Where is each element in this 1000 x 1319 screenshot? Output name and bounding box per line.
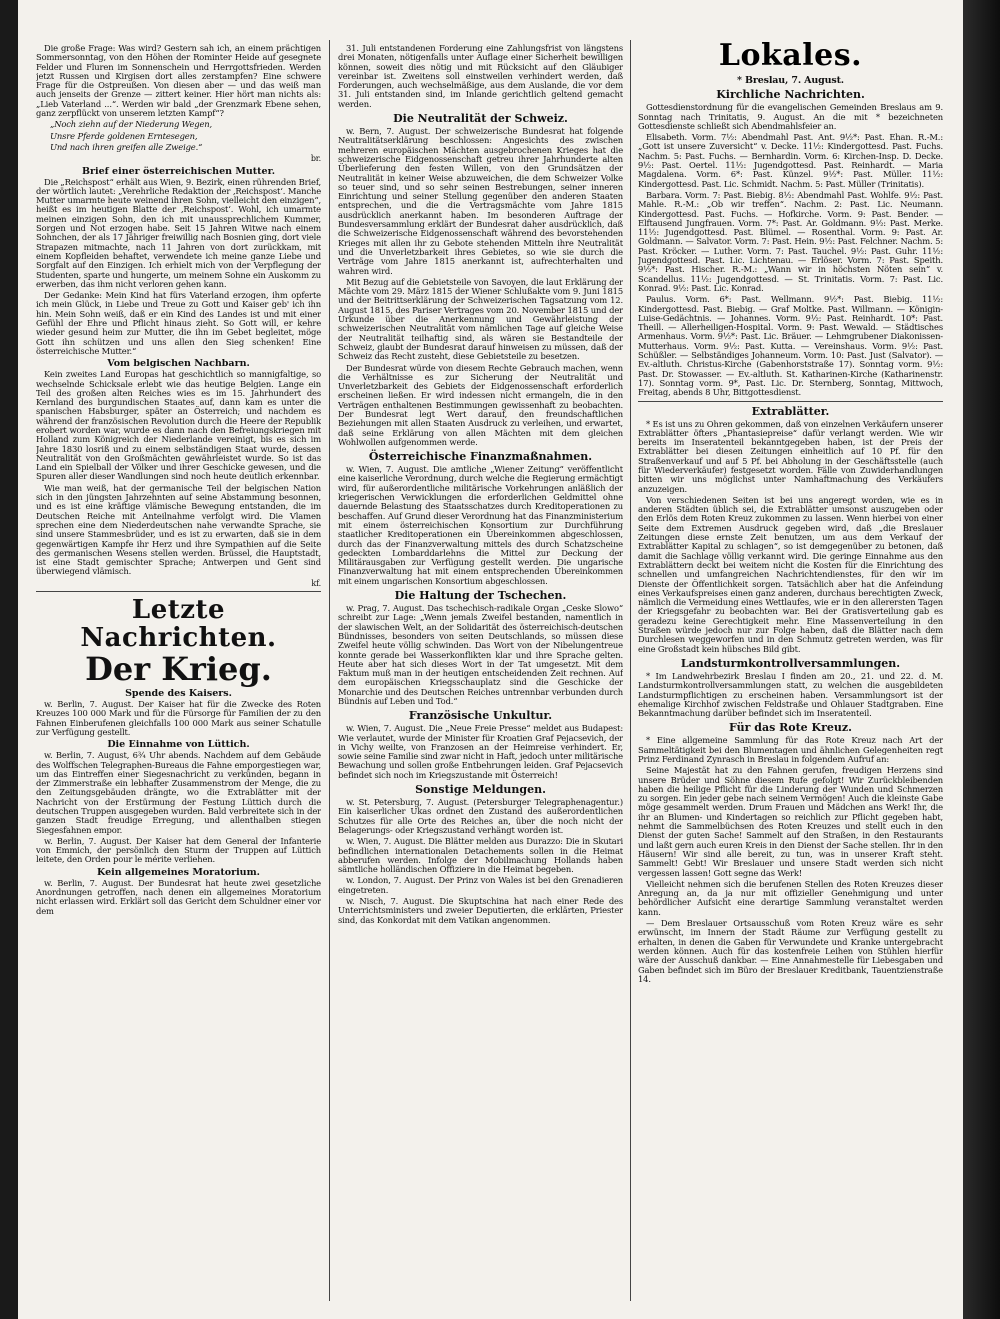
article-paragraph: * Eine allgemeine Sammlung für das Rote Kreuz nach Art der Sammeltätigkeit bei den Blumentagen und ähnlichen Gelegenheiten regt Prinz Ferdinand Zynrasch in Breslau in folgendem Aufruf an:	[638, 735, 943, 764]
article-heading: Extrablätter.	[751, 404, 830, 418]
section-rule	[638, 401, 943, 402]
article-heading: Die Neutralität der Schweiz.	[393, 112, 568, 126]
article-heading: Landsturmkontrollversammlungen.	[680, 656, 901, 670]
article-paragraph: Seine Majestät hat zu den Fahnen gerufen, freudigen Herzens sind unsere Brüder und Söhne diesem Rufe gefolgt! Wir Zurückbleibenden haben die heilige Pflicht für die Linderung der Wunden und Schmerzen zu sorgen. Ein jeder gebe nach seinem Vermögen! Auch die kleinste Gabe möge gesammelt werden. Drum Frauen und Mädchen ans Werk! Ihr, die ihr an Blumen- und Kindertagen so reichlich zur Pflicht gegeben habt, nehmt die Sammelbüchsen des Roten Kreuzes und stellt euch in den Dienst der guten Sache! Sammelt auf den Straßen, in den Restaurants und laßt gern auch euren Kreis in den Dienst der Sache stellen. Ihr in den Häusern! Wir sind alle bereit, zu tun, was in unserer Kraft steht. Sammelt! Gebt! Wir Breslauer und unsere Stadt werden sich nicht vergessen lassen! Gott segne das Werk!	[638, 765, 943, 878]
article-paragraph: * Es ist uns zu Ohren gekommen, daß von einzelnen Verkäufern unserer Extrablätter öfters „Phantasiepreise“ dafür verlangt werden. Wie wir bereits im Inseratenteil bekanntgegeben haben, ist der Preis der Extrablätter bei diesen Zeitungen einheitlich auf 10 Pf. für den Straßenverkauf und auf 5 Pf. bei Abholung in der Geschäftsstelle (auch für Wiederverkäufer) festgesetzt worden. Fälle von Zuwiderhandlungen bitten wir uns möglichst unter Namhaftmachung des Verkäufers anzuzeigen.	[638, 418, 943, 494]
section-rule	[36, 591, 321, 592]
article-heading: Kein allgemeines Moratorium.	[97, 866, 260, 878]
article-paragraph: Kein zweites Land Europas hat geschichtlich so mannigfaltige, so wechselnde Schicksale erlebt wie das heutige Belgien. Lange ein Teil des großen alten Reiches wies es im 15. Jahrhundert des Kernland des burgundischen Staates auf, dann kam es unter die spanischen Habsburger, später an Österreich; und nachdem es während der französischen Revolution durch die Heere der Republik erobert worden war, wurde es dann nach den Befreiungskriegen mit Holland zum Königreich der Niederlande vereinigt, bis es sich im Jahre 1830 losriß und zu einem selbständigen Staat wurde, dessen Neutralität von den Großmächten gewährleistet wurde. So ist das Land ein Spielball der Völker und ihrer Geschicke gewesen, und die Spuren aller dieser Wandlungen sind noch heute deutlich erkennbar.	[36, 369, 321, 482]
article-paragraph: Mit Bezug auf die Gebietsteile von Savoyen, die laut Erklärung der Mächte vom 29. März 1815 der Wiener Schlußakte vom 9. Juni 1815 und der Beitrittserklärung der Schweizerischen Tagsatzung vom 12. August 1815, des Pariser Vertrages vom 20. November 1815 und der Urkunde über die Anerkennung und Gewährleistung der schweizerischen Neutralität vom nämlichen Tage auf gleiche Weise der Neutralität teilhaftig sind, als wären sie Bestandteile der Schweiz, glaubt der Bundesrat darauf hinweisen zu müssen, daß der Schweiz das Recht zusteht, diese Gebietsteile zu besetzen.	[338, 276, 623, 362]
article-paragraph: Vielleicht nehmen sich die berufenen Stellen des Roten Kreuzes dieser Anregung an, da ja nur mit offizieller Genehmigung und unter behördlicher Aufsicht eine derartige Sammlung veranstaltet werden kann.	[638, 878, 943, 917]
article-paragraph: w. St. Petersburg, 7. August. (Petersburger Telegraphenagentur.) Ein kaiserlicher Ukas ordnet den Zustand des außerordentlichen Schutzes für alle Orte des Reiches an, über die noch nicht der Belagerungs- oder Kriegszustand verhängt worden ist.	[338, 797, 623, 835]
article-paragraph: w. Berlin, 7. August. Der Kaiser hat dem General der Infanterie von Emmich, der persönlich den Sturm der Truppen auf Lüttich leitete, den Orden pour le mérite verliehen.	[36, 835, 321, 865]
article-paragraph: * Im Landwehrbezirk Breslau I finden am 20., 21. und 22. d. M. Landsturmkontrollversammlungen statt, zu welchen die ausgebildeten Landsturmpflichtigen zu erscheinen haben. Versammlungsort ist der ehemalige Kirchhof zwischen Feldstraße und Ohlauer Stadtgraben. Eine Bekanntmachung darüber befindet sich im Inseratenteil.	[638, 670, 943, 719]
column-rule	[329, 40, 330, 1301]
article-paragraph: — Dem Breslauer Ortsausschuß vom Roten Kreuz wäre es sehr erwünscht, im Innern der Stadt Räume zur Verfügung gestellt zu erhalten, in denen die Gaben für Verwundete und Kranke untergebracht werden können. Auch für das kostenfreie Leihen von Stühlen hierfür wäre der Ausschuß dankbar. — Eine Annahmestelle für Liebesgaben und Gaben befindet sich im Büro der Breslauer Kreditbank, Tauentzienstraße 14.	[638, 918, 943, 984]
article-heading: Österreichische Finanzmaßnahmen.	[368, 450, 593, 464]
author-signature: br.	[310, 154, 321, 164]
article-paragraph: w. Berlin, 7. August. Der Kaiser hat für die Zwecke des Roten Kreuzes 100 000 Mark und für die Fürsorge für Familien der zu den Fahnen Einberufenen gleichfalls 100 000 Mark aus seiner Schatulle zur Verfügung gestellt.	[36, 699, 321, 737]
author-signature: kf.	[311, 578, 321, 588]
article-heading: Für das Rote Kreuz.	[729, 721, 852, 735]
book-spine	[963, 0, 1000, 1319]
article-paragraph: w. Bern, 7. August. Der schweizerische Bundesrat hat folgende Neutralitätserklärung beschlossen: Angesichts des zwischen mehreren europäischen Mächten ausgebrochenen Krieges hat die schweizerische Eidgenossenschaft getreu ihrer Jahrhunderte alten Überlieferung den festen Willen, von den Grundsätzen der Neutralität in keiner Weise abzuweichen, die dem Schweizer Volke so teuer sind, und so sehr seinen Bestrebungen, seiner inneren Einrichtung und seiner Stellung gegenüber den anderen Staaten entsprechen, und die die Vertragsmächte vom Jahre 1815 ausdrücklich anerkannt haben. Im besonderen Auftrage der Bundesversammlung erklärt der Bundesrat daher ausdrücklich, daß die Schweizerische Eidgenossenschaft während des bevorstehenden Krieges mit allen ihr zu Gebote stehenden Mitteln ihre Neutralität und die Unverletzbarkeit ihres Gebietes, so wie sie durch die Verträge vom Jahre 1815 anerkannt ist, aufrechterhalten und wahren wird.	[338, 126, 623, 276]
article-paragraph: w. Wien, 7. August. Die Blätter melden aus Durazzo: Die in Skutari befindlichen internationalen Detachements sollen in die Heimat abberufen werden. Infolge der Mobilmachung Hollands haben sämtliche holländischen Offiziere in die Heimat begeben.	[338, 836, 623, 875]
article-heading: Sonstige Meldungen.	[415, 783, 546, 797]
article-paragraph: w. Nisch, 7. August. Die Skuptschina hat nach einer Rede des Unterrichtsministers und zweier Deputierten, die erklärten, Priester sind, das Konkordat mit dem Vatikan angenommen.	[338, 896, 623, 925]
article-heading: Vom belgischen Nachbarn.	[107, 358, 250, 370]
column-3	[638, 74, 943, 986]
article-paragraph: w. London, 7. August. Der Prinz von Wales ist bei den Grenadieren eingetreten.	[338, 875, 623, 895]
article-heading: Brief einer österreichischen Mutter.	[81, 165, 276, 177]
column-rule	[630, 40, 631, 1301]
article-paragraph: Die große Frage: Was wird? Gestern sah ich, an einem prächtigen Sommersonntag, von den Höhen der Rominter Heide auf gesegnete Felder und Fluren im Sonnenschein und Herrgottsfrieden. Werden jetzt Russen und Kirgisen dort alles zerstampfen? Eine schwere Frage für die Ostpreußen. Von diesen aber — und das weiß man auch jenseits der Grenze — zittert keiner. Hier hört man nichts als: „Lieb Vaterland ...“. Werden wir bald „der Grenzmark Ebene sehen, ganz zerpflückt von unserem letzten Kampf“?	[36, 44, 321, 119]
section-title-letzte: Letzte Nachrichten.	[80, 595, 277, 654]
article-paragraph: Paulus. Vorm. 6*: Past. Wellmann. 9½*: Past. Biebig. 11½: Kindergottesd. Past. Biebig. — Graf Moltke. Past. Willmann. — Königin-Luise-Gedächtnis. — Johannes. Vorm. 9½: Past. Reinhardt. 10*: Past. Theill. — Allerheiligen-Hospital. Vorm. 9: Past. Wewald. — Städtisches Armenhaus. Vorm. 9½*: Past. Lic. Bräuer. — Lehmgrubener Diakonissen-Mutterhaus. Vorm. 9½: Past. Kutta. — Vereinshaus. Vorm. 9½: Past. Schüßler. — Selbständiges Johanneum. Vorm. 10: Past. Just (Salvator). — Ev.-altluth. Christus-Kirche (Gabenhorststraße 17). Sonntag vorm. 9½: Past. Dr. Stowasser. — Ev.-altluth. St. Katharinen-Kirche (Katharinenstr. 17). Sonntag vorm. 9*, Past. Lic. Dr. Sternberg, Sonntag, Mittwoch, Freitag, abends 8 Uhr, Bittgottesdienst.	[638, 294, 943, 398]
article-paragraph: Barbara. Vorm. 7: Past. Biebig. 8½: Abendmahl Past. Wohlfe. 9½: Past. Mahle. R.-M.: „Ob wir treffen“. Nachm. 2: Past. Lic. Neumann. Kindergottesd. Past. Fuchs. — Hofkirche. Vorm. 9: Past. Bender. — Elftausend Jungfrauen. Vorm. 7*: Past. Ar. Goldmann. 9½: Past. Merke. 11½: Jugendgottesd. Past. Blümel. — Rosenthal. Vorm. 9: Past. Ar. Goldmann. — Salvator. Vorm. 7: Past. Hein. 9½: Past. Felchner. Nachm. 5: Past. Kröcker. — Luther. Vorm. 7: Past. Tauchel. 9½: Past. Guhr. 11½: Jugendgottesd. Past. Lic. Lichtenau. — Erlöser. Vorm. 7: Past. Speith. 9½*: Past. Hischer. R.-M.: „Wann wir in höchsten Nöten sein“ v. Scandellus. 11½: Jugendgottesd. — St. Trinitatis. Vorm. 7: Past. Lic. Konrad. 9½: Past. Lic. Konrad.	[638, 189, 943, 293]
article-heading: Französische Unkultur.	[408, 709, 553, 723]
article-heading: Die Einnahme von Lüttich.	[107, 739, 250, 751]
article-paragraph: w. Berlin, 7. August, 6¾ Uhr abends. Nachdem auf dem Gebäude des Wolffschen Telegraphen-Bureaus die Fahne emporgestiegen war, um das Eintreffen einer Siegesnachricht zu verkünden, begann in der Zimmerstraße ein lebhafter Zusammenstrom der Menge, die zu den Zeitungsgebäuden drängte, wo die Extrablätter mit der Nachricht von der Erstürmung der Festung Lüttich durch die deutschen Truppen ausgegeben wurden. Bald verbreitete sich in der ganzen Stadt freudige Erregung, und allenthalben stiegen Siegesfahnen empor.	[36, 750, 321, 835]
article-paragraph: w. Wien, 7. August. Die amtliche „Wiener Zeitung“ veröffentlicht eine kaiserliche Verordnung, durch welche die Regierung ermächtigt wird, für außerordentliche militärische Vorkehrungen anläßlich der kriegerischen Verwicklungen die erforderlichen Geldmittel ohne dauernde Belastung des Staatsschatzes durch Kreditoperationen zu beschaffen. Auf Grund dieser Verordnung hat das Finanzministerium mit einem österreichischen Konsortium zur Durchführung staatlicher Kreditoperationen ein Übereinkommen abgeschlossen, durch das der Finanzverwaltung mittels des durch Schatzscheine gedeckten Lombarddarlehns die Mittel zur Deckung der Militärausgaben zur Verfügung gestellt werden. Die ungarische Finanzverwaltung hat mit einem entsprechenden Übereinkommen mit einem ungarischen Konsortium abgeschlossen.	[338, 464, 623, 586]
section-title-krieg: Der Krieg.	[85, 650, 272, 689]
article-paragraph: w. Berlin, 7. August. Der Bundesrat hat heute zwei gesetzliche Anordnungen getroffen, nach denen ein allgemeines Moratorium nicht erlassen wird. Erklärt soll das Gericht dem Schuldner einer vor dem	[36, 877, 321, 916]
article-paragraph: w. Wien, 7. August. Die „Neue Freie Presse“ meldet aus Budapest: Wie verlautet, wurde der Minister für Kroatien Graf Pejacsevich, der in Vichy weilte, von Franzosen an der Heimreise verhindert. Er, sowie seine Familie sind zwar nicht in Haft, jedoch unter militärische Bewachung und sollen große Entbehrungen leiden. Graf Pejacsevich befindet sich noch im Kriegszustande mit Österreich!	[338, 723, 623, 780]
article-paragraph: 31. Juli entstandenen Forderung eine Zahlungsfrist von längstens drei Monaten, nötigenfalls unter Auflage einer Sicherheit bewilligen können, soweit dies nötig und mit Rücksicht auf den Gläubiger vereinbar ist. Zweitens soll einstweilen verhindert werden, daß Forderungen, auch wechselmäßige, aus dem Auslande, die vor dem 31. Juli entstanden sind, im Inlande gerichtlich geltend gemacht werden.	[338, 44, 623, 109]
newspaper-page	[18, 0, 963, 1319]
article-paragraph: w. Prag, 7. August. Das tschechisch-radikale Organ „Ceske Slowo“ schreibt zur Lage: „Wenn jemals Zweifel bestanden, namentlich in der slawischen Welt, an der Solidarität des österreichisch-deutschen Bündnisses, besonders von seiten Deutschlands, so müssen diese Zweifel heute völlig schwinden. Das Wort von der Nibelungentreue konnte gerade bei Wasserkonflikten klar und ihre Sprache gelten. Heute aber hat sich dieses Wort in der Tat umgesetzt. Mit dem Faktum muß man in der heutigen entscheidenden Zeit rechnen. Auf dem europäischen Kriegsschauplatz sind die Geschicke der Monarchie und des Deutschen Reiches untrennbar verbunden durch Bündnis auf Leben und Tod.“	[338, 603, 623, 706]
article-paragraph: Gottesdienstordnung für die evangelischen Gemeinden Breslaus am 9. Sonntag nach Trinitatis, 9. August. An die mit * bezeichneten Gottesdienste schließt sich Abendmahlsfeier an.	[638, 102, 943, 131]
poem-line: „Noch ziehn auf der Niederung Wegen,	[50, 119, 213, 130]
article-paragraph: Wie man weiß, hat der germanische Teil der belgischen Nation sich in den jüngsten Jahrzehnten auf seine Abstammung besonnen, und es ist eine kräftige vlämische Bewegung entstanden, die im Deutschen Reiche mit Anteilnahme verfolgt wird. Die Vlamen sprechen eine dem Niederdeutschen nahe verwandte Sprache, sie sind unsere Stammesbrüder, und es ist zu erwarten, daß sie in dem gegenwärtigen Kampfe ihr Herz und ihre Sympathien auf die Seite des germanischen Wesens stellen werden. Brüssel, die Hauptstadt, ist eine Stadt gemischter Sprache; Antwerpen und Gent sind überwiegend vlämisch.	[36, 482, 321, 577]
section-title-lokales: Lokales.	[718, 38, 863, 73]
article-heading: Die Haltung der Tschechen.	[394, 589, 567, 603]
article-paragraph: Der Bundesrat würde von diesem Rechte Gebrauch machen, wenn die Verhältnisse es zur Sicherung der Neutralität und Unverletzbarkeit des Gebiets der Eidgenossenschaft erforderlich erscheinen ließen. Er wird indessen nicht ermangeln, die in den Verträgen enthaltenen Bestimmungen gewissenhaft zu beobachten. Der Bundesrat legt Wert darauf, den freundschaftlichen Beziehungen mit allen Staaten Ausdruck zu verleihen, und erwartet, daß seine Erklärung von allen Mächten mit dem gleichen Wohlwollen aufgenommen werde.	[338, 362, 623, 447]
article-heading: Kirchliche Nachrichten.	[716, 88, 865, 102]
article-paragraph: Von verschiedenen Seiten ist bei uns angeregt worden, wie es in anderen Städten üblich sei, die Extrablätter umsonst auszugeben oder den Erlös dem Roten Kreuz zukommen zu lassen. Wenn hierbei von einer Seite dem Extremen Ausdruck gegeben wird, daß „die Breslauer Zeitungen diese ernste Zeit benutzen, um aus dem Verkauf der Extrablätter Kapital zu schlagen“, so ist demgegenüber zu betonen, daß damit die Sachlage völlig verkannt wird. Die geringe Einnahme aus den Extrablättern deckt bei weitem nicht die Kosten für die Einrichtung des schnellen und umfangreichen Nachrichtendienstes, für den wir im Dienste der Öffentlichkeit sorgen. Tatsächlich aber hat die Anfeindung eines Verkaufspreises einen ganz anderen, durchaus berechtigten Zweck, nämlich die Vermeidung eines Wettlaufes, wie er in den allerersten Tagen der Kriegsgefahr zu beobachten war. Bei der Gratisverteilung gab es geradezu keine Gerechtigkeit mehr. Eine Massenverteilung in den Straßen würde jedoch nur zur Folge haben, daß die Blätter nach dem Durchlesen weggeworfen und in den Schmutz getreten werden, was für eine Großstadt kein hübsches Bild gibt.	[638, 494, 943, 654]
dateline: * Breslau, 7. August.	[737, 75, 844, 86]
poem-line: Und nach ihren greifen alle Zweige.“	[50, 141, 203, 152]
article-paragraph: Der Gedanke: Mein Kind hat fürs Vaterland erzogen, ihm opferte ich mein Glück, in Liebe und Treue zu Gott und Kaiser geb' ich ihn hin. Mein Sohn weiß, daß er ein Kind des Landes ist und mit einer Gefühl der Ehre und Pflicht hinaus zieht. So Gott will, er kehre wieder gesund heim zur Mutter, die ihn im Gebet begleitet, möge Gott ihn schützen und uns allen den Sieg schenken! Eine österreichische Mutter.“	[36, 290, 321, 356]
poem-line: Unsre Pferde goldenen Erntesegen,	[50, 130, 198, 141]
article-heading: Spende des Kaisers.	[125, 688, 232, 700]
column-1	[36, 44, 321, 918]
column-2	[338, 44, 623, 927]
article-paragraph: Elisabeth. Vorm. 7½: Abendmahl Past. Ant. 9½*: Past. Ehan. R.-M.: „Gott ist unsere Zuversicht“ v. Decke. 11½: Kindergottesd. Past. Fuchs. Nachm. 5: Past. Fuchs. — Bernhardin. Vorm. 6: Kirchen-Insp. D. Decke. 9½: Past. Oertel. 11½: Jugendgottesd. Past. Reinhardt. — Maria Magdalena. Vorm. 6*: Past. Künzel. 9½*: Past. Müller. 11½: Kindergottesd. Past. Lic. Schmidt. Nachm. 5: Past. Müller (Trinitatis).	[638, 132, 943, 189]
article-paragraph: Die „Reichspost“ erhält aus Wien, 9. Bezirk, einen rührenden Brief, der wörtlich lautet: „Verehrliche Redaktion der ‚Reichspost‘. Manche Mutter umarmte heute weinend ihren Sohn, vielleicht den einzigen“, heißt es im heutigen Blatte der ‚Reichspost‘. Wohl, ich umarmte meinen einzigen Sohn, den ich mit unaussprechlichem Kummer, Sorgen und Not erzogen habe. Seit 15 Jahren Witwe nach einem Sohnchen, der als 17 Jähriger freiwillig nach Bosnien ging, dort viele Strapazen mitmachte, nach 11 Jahren von dort zurückkam, mit einem Kopfleiden behaftet, verwendete ich meine ganze Liebe und Sorgfalt auf den Einzigen. Ich erhielt mich von der Verpflegung der Studenten, sparte und hungerte, um meinem Sohne ein Auskomm zu erwerben, das ihm nicht verloren gehen kann.	[36, 176, 321, 289]
